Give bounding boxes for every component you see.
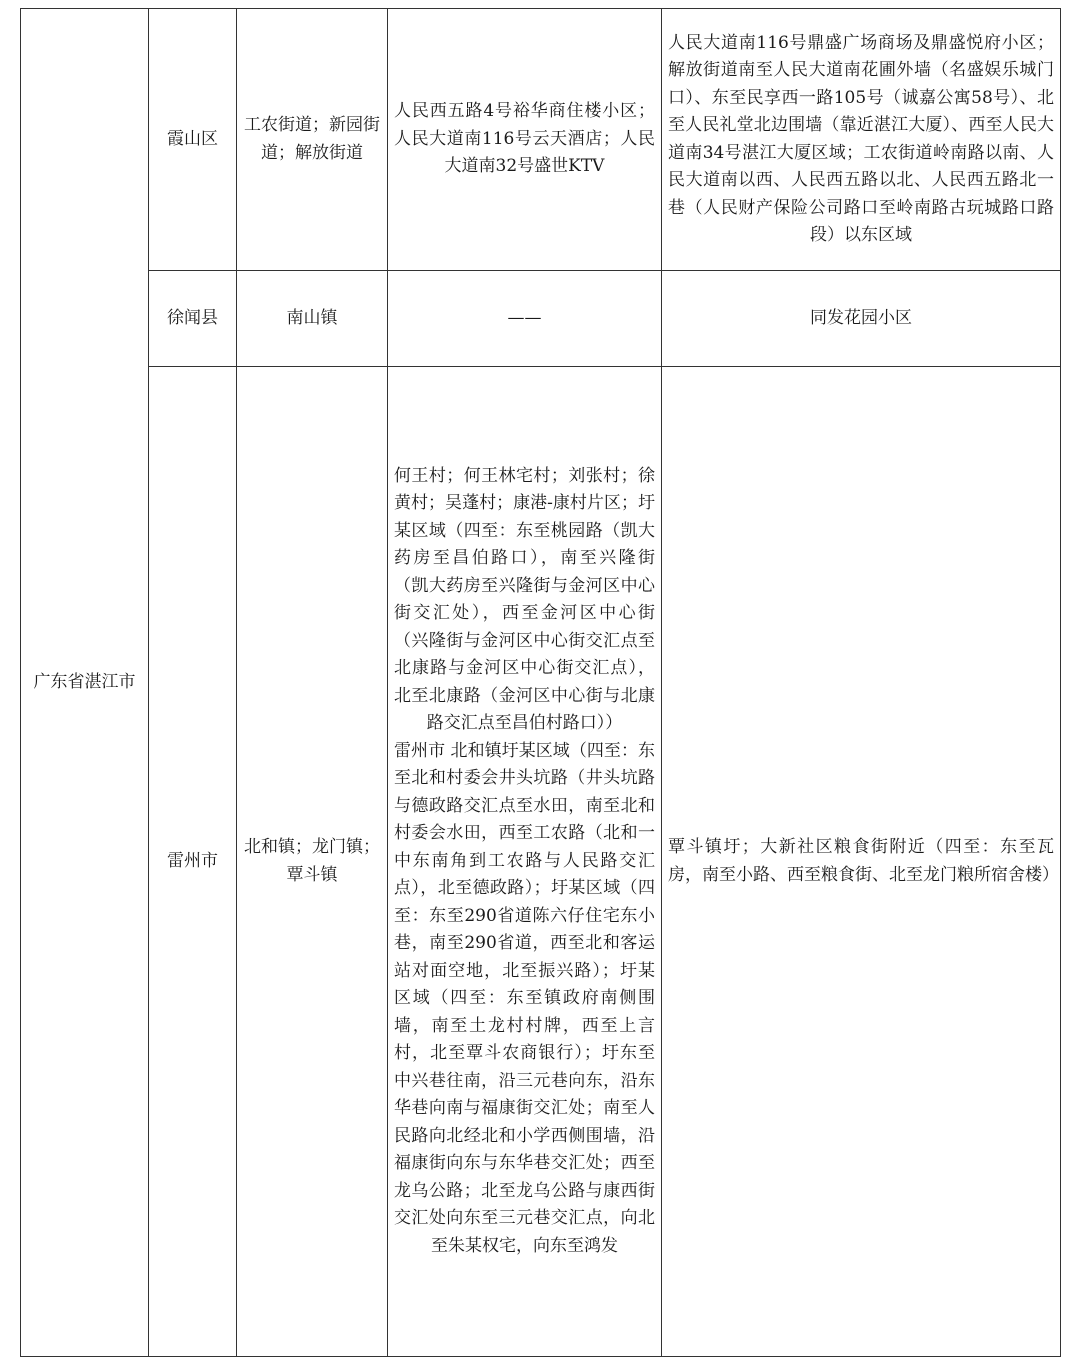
table-row (21, 367, 1061, 1357)
table-row (21, 271, 1061, 367)
district-cell: 徐闻县 (149, 271, 237, 367)
risk-area-table (20, 8, 1061, 1357)
medium-risk-cell: 同发花园小区 (662, 271, 1061, 367)
medium-risk-cell: 人民大道南116号鼎盛广场商场及鼎盛悦府小区；解放街道南至人民大道南花圃外墙（名盛娱乐城门口）、东至民享西一路105号（诚嘉公寓58号）、北至人民礼堂北边围墙（靠近湛江大厦）、西至人民大道南34号湛江大厦区域；工农街道岭南路以南、人民大道南以西、人民西五路以北、人民西五路北一巷（人民财产保险公司路口至岭南路古玩城路口路段）以东区域 (662, 9, 1061, 271)
city-cell: 广东省湛江市 (21, 9, 149, 1357)
district-cell: 霞山区 (149, 9, 237, 271)
streets-cell: 南山镇 (237, 271, 388, 367)
table-row (21, 9, 1061, 271)
high-risk-cell: 何王村；何王林宅村；刘张村；徐黄村；吴蓬村；康港-康村片区；圩某区域（四至：东至桃园路（凯大药房至昌伯路口），南至兴隆街（凯大药房至兴隆街与金河区中心街交汇处），西至金河区中心街（兴隆街与金河区中心街交汇点至北康路与金河区中心街交汇点），北至北康路（金河区中心街与北康路交汇点至昌伯村路口）） 雷州市 北和镇圩某区域（四至：东至北和村委会井头坑路（井头坑路与德政路交汇点至水田，南至北和村委会水田，西至工农路（北和一中东南角到工农路与人民路交汇点），北至德政路）；圩某区域（四至：东至290省道陈六仔住宅东小巷，南至290省道，西至北和客运站对面空地，北至振兴路）；圩某区域（四至：东至镇政府南侧围墙，南至土龙村村牌，西至上言村，北至覃斗农商银行）；圩东至中兴巷往南，沿三元巷向东，沿东华巷向南与福康街交汇处；南至人民路向北经北和小学西侧围墙，沿福康街向东与东华巷交汇处；西至龙乌公路；北至龙乌公路与康西街交汇处向东至三元巷交汇点，向北至朱某权宅，向东至鸿发 (388, 367, 662, 1357)
high-risk-cell: 人民西五路4号裕华商住楼小区；人民大道南116号云天酒店；人民大道南32号盛世KTV (388, 9, 662, 271)
high-risk-cell: —— (388, 271, 662, 367)
district-cell: 雷州市 (149, 367, 237, 1357)
streets-cell: 工农街道；新园街道；解放街道 (237, 9, 388, 271)
streets-cell: 北和镇；龙门镇；覃斗镇 (237, 367, 388, 1357)
medium-risk-cell: 覃斗镇圩；大新社区粮食街附近（四至：东至瓦房，南至小路、西至粮食街、北至龙门粮所宿舍楼） (662, 367, 1061, 1357)
